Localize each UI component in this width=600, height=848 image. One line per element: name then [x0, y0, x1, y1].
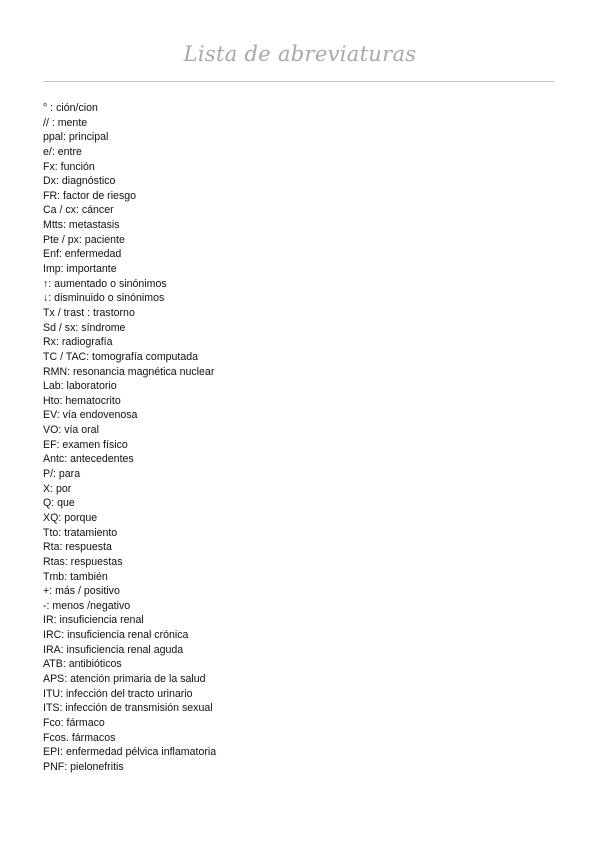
abbreviation-entry: Rx: radiografía [43, 336, 113, 349]
abbreviation-entry: -: menos /negativo [43, 599, 131, 612]
abbreviation-entry: EF: examen físico [43, 438, 128, 451]
abbreviation-entry: Enf: enfermedad [43, 248, 122, 261]
abbreviation-entry: APS: atención primaria de la salud [43, 672, 206, 685]
abbreviation-entry: ° : ción/cion [43, 102, 98, 114]
abbreviation-entry: IRC: insuficiencia renal crónica [43, 629, 189, 642]
abbreviation-entry: ITU: infección del tracto urinario [43, 687, 193, 700]
abbreviation-entry: IR: insuficiencia renal [43, 614, 144, 627]
title-divider [44, 81, 554, 82]
abbreviation-entry: Pte / px: paciente [43, 233, 125, 246]
abbreviation-entry: // : mente [43, 116, 88, 129]
abbreviation-entry: PNF: pielonefritis [43, 760, 124, 773]
abbreviation-entry: Dx: diagnóstico [43, 175, 116, 188]
abbreviation-entry: Hto: hematocrito [43, 394, 121, 407]
abbreviation-entry: ↓: disminuido o sinónimos [43, 292, 165, 305]
abbreviation-entry: Fco: fármaco [43, 716, 105, 729]
abbreviation-entry: Rtas: respuestas [43, 555, 123, 568]
abbreviation-list [43, 101, 216, 774]
abbreviation-entry: Imp: importante [43, 263, 117, 276]
abbreviation-entry: EPI: enfermedad pélvica inflamatoria [43, 746, 217, 759]
abbreviation-entry: XQ: porque [43, 511, 98, 524]
abbreviation-entry: ATB: antibióticos [43, 658, 122, 671]
abbreviation-entry: Ca / cx: cáncer [43, 204, 114, 217]
abbreviation-entry: e/: entre [43, 145, 82, 158]
abbreviation-entry: Mtts: metastasis [43, 219, 120, 232]
abbreviation-entry: ppal: principal [43, 131, 109, 144]
abbreviation-entry: Tx / trast : trastorno [43, 306, 135, 319]
abbreviation-entry: Tto: tratamiento [43, 526, 118, 539]
abbreviation-entry: Rta: respuesta [43, 541, 112, 554]
abbreviation-entry: Q: que [43, 497, 75, 510]
abbreviation-entry: Fcos. fármacos [43, 731, 116, 744]
abbreviation-entry: Sd / sx: síndrome [43, 321, 126, 334]
abbreviation-entry: P/: para [43, 468, 81, 481]
abbreviation-entry: Lab: laboratorio [43, 380, 117, 393]
abbreviation-entry: X: por [43, 482, 72, 495]
abbreviation-entry: RMN: resonancia magnética nuclear [43, 365, 215, 378]
abbreviation-entry: EV: vía endovenosa [43, 409, 138, 422]
abbreviation-entry: Antc: antecedentes [43, 453, 134, 466]
abbreviation-entry: Fx: función [43, 160, 95, 173]
abbreviation-entry: Tmb: también [43, 570, 108, 583]
abbreviation-entry: +: más / positivo [43, 585, 120, 598]
abbreviation-entry: ITS: infección de transmisión sexual [43, 702, 213, 715]
abbreviation-entry: TC / TAC: tomografía computada [43, 350, 199, 363]
page-title: Lista de abreviaturas [183, 42, 417, 66]
abbreviation-entry: FR: factor de riesgo [43, 189, 137, 202]
abbreviation-entry: ↑: aumentado o sinónimos [43, 277, 167, 290]
abbreviation-entry: IRA: insuficiencia renal aguda [43, 643, 184, 656]
abbreviation-entry: VO: vía oral [43, 424, 99, 437]
